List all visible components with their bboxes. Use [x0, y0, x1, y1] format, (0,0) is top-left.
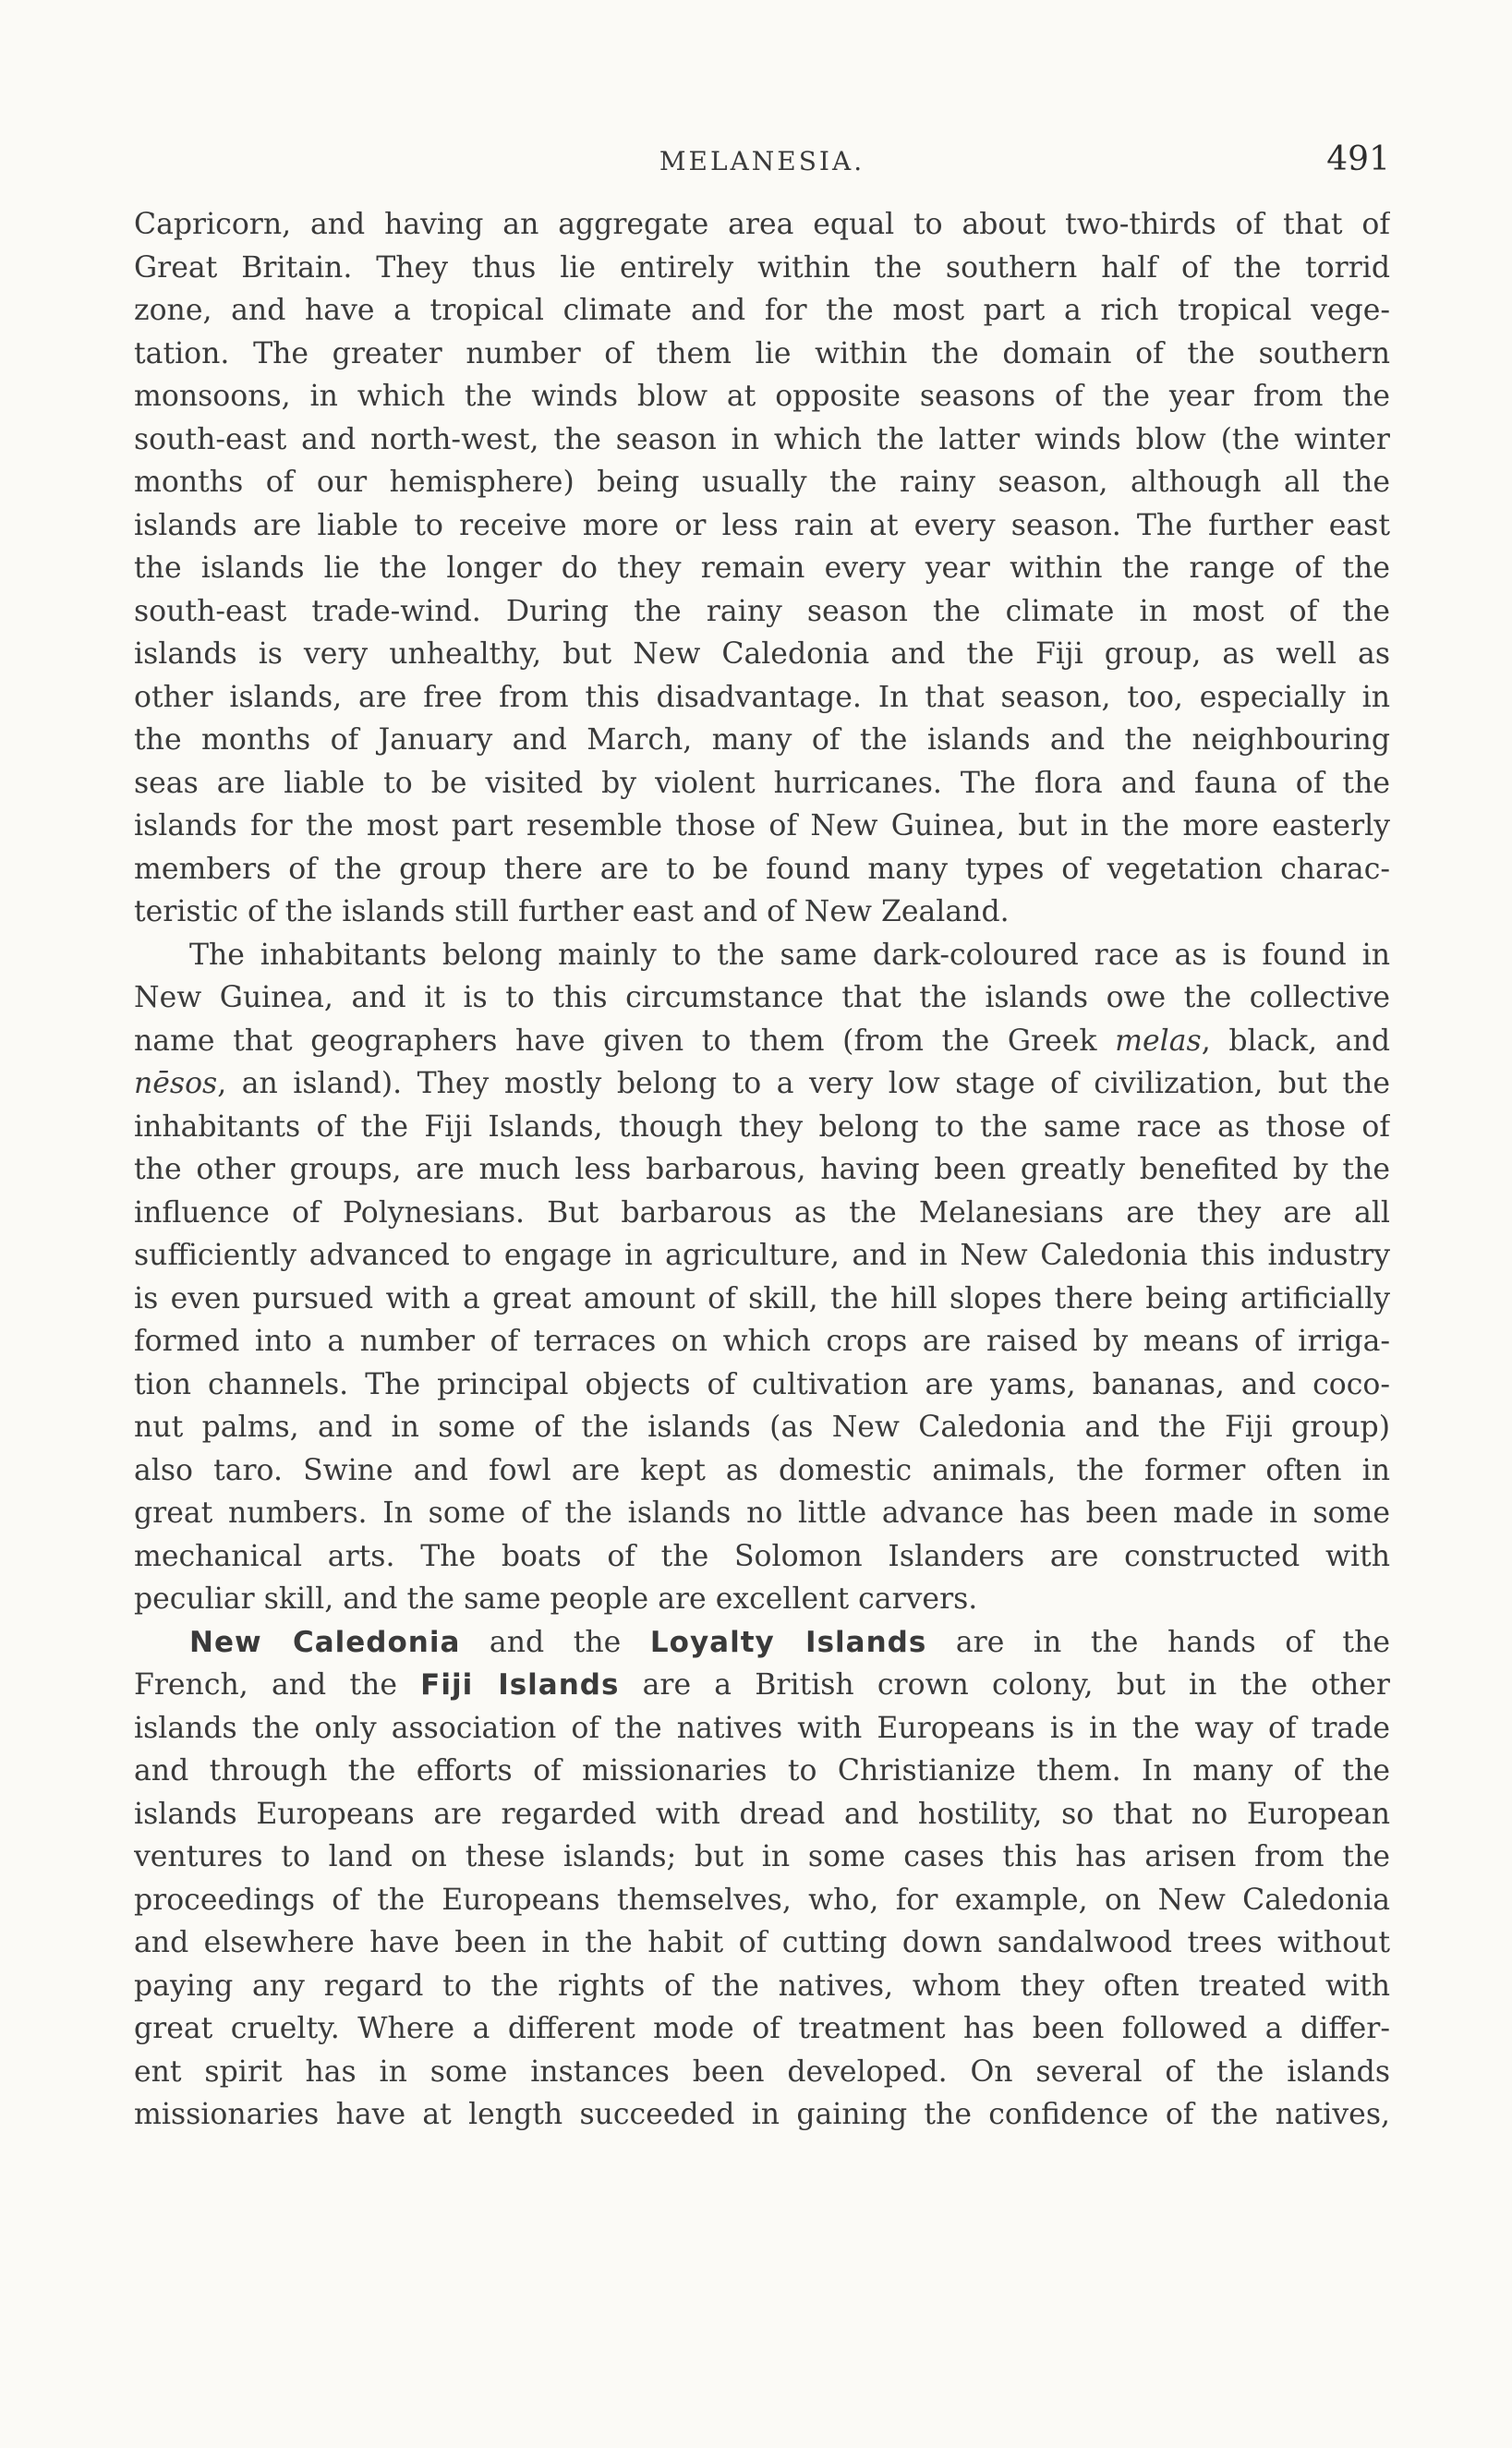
- text-line: islands Europeans are regarded with dread and hostility, so that no European: [134, 1797, 1390, 1831]
- text-line: monsoons, in which the winds blow at opposite seasons of the year from the: [134, 380, 1390, 413]
- body-text: [134, 203, 1390, 2137]
- text-line: paying any regard to the rights of the natives, whom they often treated with: [134, 1969, 1390, 2003]
- text-line: other islands, are free from this disadvantage. In that season, too, especially in: [134, 680, 1390, 714]
- text-run: , an island). They mostly belong to a very low stage of civilization, but the: [217, 1067, 1390, 1100]
- running-head: [134, 139, 1390, 185]
- text-line: The inhabitants belong mainly to the same dark-coloured race as is found in: [189, 938, 1390, 972]
- text-line: south-east and north-west, the season in which the latter winds blow (the winter: [134, 422, 1390, 456]
- text-run: are a British crown colony, but in the other: [619, 1668, 1390, 1702]
- text-run: and the: [460, 1625, 650, 1659]
- text-line: formed into a number of terraces on which crops are raised by means of irriga-: [134, 1325, 1390, 1358]
- text-line: months of our hemisphere) being usually the rainy season, although all the: [134, 466, 1390, 499]
- text-line: nut palms, and in some of the islands (as New Caledonia and the Fiji group): [134, 1411, 1390, 1444]
- text-line: Capricorn, and having an aggregate area equal to about two-thirds of that of: [134, 208, 1390, 241]
- text-line: [134, 1664, 1390, 1707]
- text-line: teristic of the islands still further east and of New Zealand.: [134, 895, 1010, 928]
- text-line: proceedings of the Europeans themselves, who, for example, on New Caledonia: [134, 1883, 1390, 1917]
- text-line: south-east trade-wind. During the rainy season the climate in most of the: [134, 594, 1390, 628]
- text-line: great numbers. In some of the islands no little advance has been made in some: [134, 1497, 1390, 1530]
- text-line: New Guinea, and it is to this circumstance that the islands owe the collective: [134, 981, 1390, 1014]
- text-line: islands is very unhealthy, but New Caledonia and the Fiji group, as well as: [134, 637, 1390, 671]
- text-line: [134, 1062, 1390, 1106]
- text-line: the islands lie the longer do they remain every year within the range of the: [134, 551, 1390, 585]
- italic-term: melas: [1115, 1024, 1202, 1058]
- text-line: islands the only association of the natives with Europeans is in the way of trade: [134, 1711, 1390, 1745]
- text-line: and through the efforts of missionaries to Christianize them. In many of the: [134, 1754, 1390, 1788]
- text-line: Great Britain. They thus lie entirely within the southern half of the torrid: [134, 250, 1390, 285]
- text-line: ventures to land on these islands; but in some cases this has arisen from the: [134, 1840, 1390, 1873]
- text-line: islands for the most part resemble those of New Guinea, but in the more easterly: [134, 809, 1390, 842]
- text-line: sufficiently advanced to engage in agriculture, and in New Caledonia this industry: [134, 1239, 1390, 1272]
- text-line: zone, and have a tropical climate and for the most part a rich tropical vege-: [134, 294, 1390, 327]
- text-line: missionaries have at length succeeded in gaining the confidence of the natives,: [134, 2098, 1390, 2131]
- text-line: ent spirit has in some instances been developed. On several of the islands: [134, 2054, 1390, 2089]
- text-line: islands are liable to receive more or less rain at every season. The further east: [134, 508, 1390, 542]
- text-line: [134, 1621, 1390, 1665]
- place-name: Loyalty Islands: [649, 1625, 927, 1659]
- text-line: mechanical arts. The boats of the Solomon Islanders are constructed with: [134, 1539, 1390, 1573]
- text-line: great cruelty. Where a different mode of treatment has been followed a differ-: [134, 2012, 1390, 2045]
- text-line: seas are liable to be visited by violent hurricanes. The flora and fauna of the: [134, 766, 1390, 800]
- text-line: the other groups, are much less barbarous, having been greatly benefited by the: [134, 1153, 1390, 1186]
- text-line: the months of January and March, many of the islands and the neighbouring: [134, 723, 1390, 757]
- place-name: Fiji Islands: [420, 1668, 620, 1702]
- running-title: MELANESIA.: [659, 146, 865, 176]
- text-line: tion channels. The principal objects of cultivation are yams, bananas, and coco-: [134, 1367, 1390, 1401]
- text-line: inhabitants of the Fiji Islands, though they belong to the same race as those of: [134, 1109, 1390, 1144]
- text-run: name that geographers have given to them (from the Greek: [134, 1024, 1116, 1058]
- page-number: 491: [1326, 140, 1390, 178]
- text-line: influence of Polynesians. But barbarous as the Melanesians are they are all: [134, 1195, 1390, 1230]
- text-run: French, and the: [134, 1668, 421, 1702]
- place-name: New Caledonia: [189, 1625, 461, 1659]
- text-line: also taro. Swine and fowl are kept as domestic animals, the former often in: [134, 1453, 1390, 1487]
- text-line: [134, 1020, 1390, 1063]
- text-line: tation. The greater number of them lie within the domain of the southern: [134, 336, 1390, 370]
- text-run: are in the hands of the: [926, 1625, 1390, 1659]
- text-line: is even pursued with a great amount of skill, the hill slopes there being artificially: [134, 1281, 1390, 1315]
- italic-term: nēsos: [134, 1067, 218, 1100]
- text-line: and elsewhere have been in the habit of cutting down sandalwood trees without: [134, 1926, 1390, 1959]
- text-line: members of the group there are to be found many types of vegetation charac-: [134, 852, 1390, 886]
- text-line: peculiar skill, and the same people are excellent carvers.: [134, 1582, 978, 1616]
- text-run: , black, and: [1201, 1024, 1390, 1058]
